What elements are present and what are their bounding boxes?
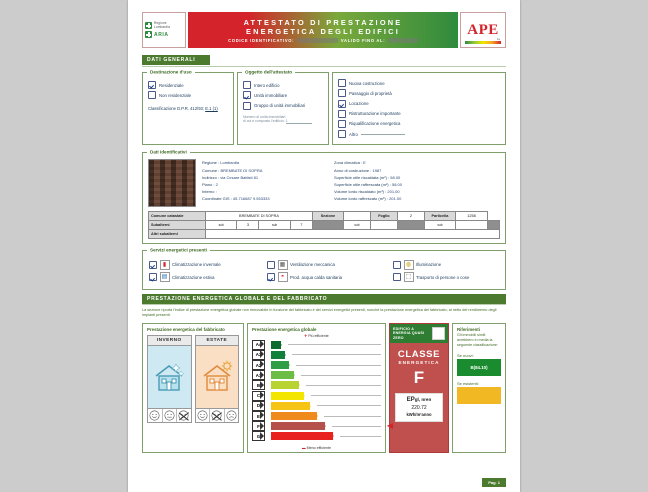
scale-gridline — [296, 365, 381, 366]
field-volume-riscaldato-value: 201.00 — [387, 189, 400, 195]
prestazione-title: PRESTAZIONE ENERGETICA GLOBALE E DEL FABBRICATO — [142, 294, 506, 304]
riferimenti-nuovi-label: Se nuovi: — [457, 353, 474, 358]
riferimenti-esistenti-label: Se esistenti: — [457, 381, 479, 386]
cell-sezione-value[interactable] — [343, 212, 370, 221]
riferimenti-esistenti-badge — [457, 387, 501, 404]
field-comune — [202, 167, 330, 174]
rating-face-1[interactable] — [148, 409, 163, 422]
lightbulb-icon: ◍ — [404, 260, 414, 270]
checkbox-riqualificazione-label: Riqualificazione energetica — [349, 121, 401, 127]
scale-gridline — [332, 426, 381, 427]
catasto-table — [148, 211, 500, 239]
classe-value: F — [413, 368, 425, 388]
lombardia-rose-icon — [145, 22, 152, 29]
cell-comune-catastale-value[interactable]: BREMBATE DI SOPRA — [206, 212, 313, 221]
scale-row-A1 — [252, 371, 381, 380]
oggetto-note1: Numero di unità immobiliari — [243, 114, 286, 119]
ep-unit: kWh/m²anno — [406, 412, 432, 418]
valid-label: VALIDO FINO AL: — [340, 37, 386, 43]
service-ventilazione-checkbox[interactable] — [267, 261, 275, 269]
riferimenti-nuovi-value: B(84.10) — [470, 365, 488, 370]
aria-logo-text: ARIA — [154, 31, 169, 38]
fabbricato-title: Prestazione energetica del fabbricato — [147, 327, 225, 332]
page-footer: Pag. 1 — [482, 478, 506, 487]
classificazione-value: E.1 (1) — [205, 106, 218, 112]
destinazione-title: Destinazione d'uso — [147, 70, 195, 75]
scale-bar-B — [271, 381, 299, 389]
riferimenti-nuovi-badge — [457, 359, 501, 376]
rating-face-2-selected[interactable] — [210, 409, 225, 422]
nzeb-label: EDIFICIO A ENERGIA QUASI ZERO — [393, 327, 425, 340]
season-estate — [195, 335, 240, 423]
field-anno-costruzione-label: Anno di costruzione : — [334, 167, 372, 173]
scale-row-F — [252, 421, 393, 431]
scale-gridline — [292, 354, 381, 355]
nzeb-checkbox[interactable] — [432, 327, 445, 340]
rating-face-3-selected[interactable] — [177, 409, 191, 422]
scale-gridline — [324, 416, 381, 417]
scale-bar-A3 — [271, 351, 285, 359]
season-inverno-illustration — [148, 346, 191, 408]
field-anno-costruzione — [334, 167, 500, 174]
field-piano-value: 2 — [215, 181, 218, 187]
servizi-column-3 — [393, 257, 499, 285]
field-superficie-raffrescata — [334, 181, 500, 188]
cell-sub-value-1[interactable]: 3 — [237, 221, 259, 230]
field-superficie-riscaldata-label: Superficie utile riscaldata (m²) : — [334, 174, 390, 180]
checkbox-ristrutturazione[interactable] — [338, 110, 500, 118]
service-trasporto-checkbox[interactable] — [393, 273, 401, 281]
scale-label-G: G — [252, 431, 265, 441]
checkbox-non-residenziale-box[interactable] — [148, 91, 156, 99]
cell-sub-blocked-1 — [312, 221, 343, 230]
scale-bar-A2 — [271, 361, 289, 369]
cell-sub-tag-2: sub — [259, 221, 290, 230]
dati-identificativi-box — [142, 149, 506, 244]
checkbox-ristrutturazione-box[interactable] — [338, 110, 346, 118]
cell-sub-blocked-2 — [397, 221, 424, 230]
code-value — [297, 38, 338, 43]
checkbox-residenziale-box[interactable] — [148, 81, 156, 89]
field-zona-climatica-value: E — [363, 160, 366, 166]
scale-row-A4 — [252, 340, 381, 349]
energy-class-scale — [248, 340, 393, 445]
cell-altri-subalterni-label: Altri subalterni — [149, 230, 206, 239]
scale-gridline — [311, 395, 381, 396]
document-page — [128, 0, 520, 492]
globale-title: Prestazione energetica globale — [252, 327, 317, 332]
scale-label-A3: A3 — [252, 350, 265, 360]
scale-gridline — [306, 385, 381, 386]
regione-lombardia-logo — [142, 12, 186, 48]
identificativi-left-column — [202, 159, 330, 207]
checkbox-intero-edificio[interactable] — [243, 81, 323, 89]
checkbox-gruppo-unita-label: Gruppo di unità immobiliari — [254, 103, 306, 109]
scale-bar-A1 — [271, 371, 294, 379]
checkbox-unita-immobiliare[interactable] — [243, 91, 323, 99]
service-invernale-checkbox[interactable] — [149, 261, 157, 269]
field-superficie-riscaldata — [334, 174, 500, 181]
ep-value: 220.72 — [411, 405, 427, 412]
hot-water-icon: ◓ — [278, 272, 288, 282]
cell-sub-value-2[interactable]: 7 — [290, 221, 312, 230]
dati-generali-columns — [142, 69, 506, 145]
scale-top-label-row — [248, 334, 385, 338]
valid-value — [388, 38, 418, 43]
field-coordinate-gis — [202, 195, 330, 202]
table-row — [149, 212, 500, 221]
service-acs-checkbox[interactable] — [267, 273, 275, 281]
field-indirizzo-label: Indirizzo : — [202, 174, 220, 180]
scale-label-B: B — [252, 380, 265, 390]
checkbox-passaggio-proprieta-box[interactable] — [338, 89, 346, 97]
checkbox-ristrutturazione-label: Ristrutturazione importante — [349, 111, 401, 117]
rating-face-2[interactable] — [163, 409, 178, 422]
scale-bar-F — [271, 422, 325, 430]
checkbox-nuova-costruzione-label: Nuova costruzione — [349, 80, 385, 86]
prestazione-globale-panel — [247, 323, 393, 453]
checkbox-locazione-label: Locazione — [349, 101, 369, 107]
servizi-column-1 — [149, 257, 267, 285]
certificate-title-line2: ENERGETICA DEGLI EDIFICI — [246, 26, 400, 36]
checkbox-locazione[interactable] — [338, 100, 500, 108]
field-volume-raffrescato-value: 201.00 — [389, 196, 402, 202]
prestazione-panels — [142, 323, 506, 453]
scale-bar-G — [271, 432, 333, 440]
scale-bar-C — [271, 392, 304, 400]
field-zona-climatica — [334, 159, 500, 166]
scale-row-C — [252, 391, 381, 400]
oggetto-note2-row — [243, 119, 323, 124]
service-climatizzazione-invernale[interactable] — [149, 260, 267, 270]
season-inverno-rating — [148, 408, 191, 422]
rating-selected-marker — [211, 410, 223, 421]
cell-foglio-label: Foglio — [370, 212, 397, 221]
service-ventilazione-meccanica[interactable] — [267, 260, 393, 270]
field-piano-label: Piano : — [202, 181, 215, 187]
classe-label-line1: CLASSE — [397, 349, 441, 361]
aria-leaf-icon — [145, 31, 152, 38]
checkbox-intero-edificio-label: Intero edificio — [254, 82, 280, 88]
certificate-title-line1: ATTESTATO DI PRESTAZIONE — [243, 17, 403, 27]
checkbox-riqualificazione[interactable] — [338, 120, 500, 128]
scale-row-A2 — [252, 360, 381, 369]
rating-selected-marker — [178, 410, 190, 421]
plus-icon: ✛ — [304, 334, 308, 338]
field-interno-label: Interno : — [202, 189, 217, 195]
checkbox-altro-label: Altro — [349, 131, 358, 137]
scale-gridline — [288, 344, 381, 345]
header-title-band — [188, 12, 458, 48]
ape-color-bar-icon — [465, 41, 501, 44]
prestazione-description: La sezione riporta l'indice di prestazione energetica globale non rinnovabile in funzione del fabbricato e dei servizi energetici presenti, nonché la prestazione energetica del fabbricato, al netto del rendimento degli impianti presenti. — [142, 307, 497, 318]
scale-label-F: F — [252, 421, 265, 431]
scale-label-A4: A4 — [252, 340, 265, 350]
code-label: CODICE IDENTIFICATIVO: — [228, 37, 295, 43]
season-inverno-label: INVERNO — [148, 336, 191, 346]
scale-bar-A4 — [271, 341, 281, 349]
checkbox-residenziale-label: Residenziale — [159, 82, 184, 88]
field-regione — [202, 159, 330, 166]
checkbox-non-residenziale[interactable] — [148, 91, 228, 99]
field-volume-riscaldato — [334, 188, 500, 195]
cell-sub-blocked-3 — [488, 221, 500, 230]
current-class-pointer-icon: ◀ — [386, 421, 393, 431]
elevator-icon: ⬚ — [404, 272, 414, 282]
certificate-sheet — [142, 12, 506, 485]
season-inverno — [147, 335, 192, 423]
field-indirizzo-value: via Cesare Battisti 81 — [220, 174, 259, 180]
ep-sublabel: gl, nren — [414, 397, 432, 403]
field-anno-costruzione-value: 1987 — [372, 167, 382, 173]
field-volume-riscaldato-label: Volume lordo riscaldato (m³) : — [334, 189, 387, 195]
field-zona-climatica-label: Zona climatica : — [334, 160, 363, 166]
certificate-header — [142, 12, 506, 48]
cell-altri-subalterni-value[interactable] — [206, 230, 500, 239]
checkbox-nuova-costruzione-box[interactable] — [338, 79, 346, 87]
scale-label-C: C — [252, 391, 265, 401]
season-estate-rating — [196, 408, 239, 422]
oggetto-note2-value: 1 — [286, 119, 312, 124]
cell-sub-value-4[interactable] — [455, 221, 487, 230]
field-comune-label: Comune : — [202, 167, 220, 173]
cell-subalterni-label: Subalterni — [149, 221, 206, 230]
field-volume-raffrescato — [334, 195, 500, 202]
scale-row-A3 — [252, 350, 381, 359]
table-row — [149, 230, 500, 239]
checkbox-nuova-costruzione[interactable] — [338, 79, 500, 87]
cell-particella-value[interactable]: 1258 — [455, 212, 487, 221]
checkbox-passaggio-proprieta-label: Passaggio di proprietà — [349, 90, 392, 96]
scale-top-label: Più efficiente — [308, 334, 329, 338]
ape-logo-text: APE — [467, 21, 499, 38]
oggetto-note2: di cui è composto l'edificio: — [243, 118, 285, 123]
radiator-icon: ▮ — [160, 260, 170, 270]
service-trasporto-persone[interactable] — [393, 272, 499, 282]
scale-bar-D — [271, 402, 310, 410]
ep-label-row — [396, 397, 442, 403]
scale-label-A1: A1 — [252, 370, 265, 380]
scale-gridline — [301, 375, 381, 376]
checkbox-altro[interactable] — [338, 130, 500, 138]
service-climatizzazione-estiva[interactable] — [149, 272, 267, 282]
checkbox-residenziale[interactable] — [148, 81, 228, 89]
table-row — [149, 221, 500, 230]
checkbox-altro-box[interactable] — [338, 130, 346, 138]
scale-gridline — [340, 436, 381, 437]
service-illuminazione[interactable] — [393, 260, 499, 270]
dati-generali-title: DATI GENERALI — [142, 55, 210, 65]
scale-gridline — [317, 405, 381, 406]
cell-particella-label: Particella — [424, 212, 455, 221]
cell-sub-value-3[interactable] — [370, 221, 397, 230]
classificazione-label: Classificazione D.P.R. 412/93: — [148, 106, 205, 112]
field-indirizzo — [202, 174, 330, 181]
checkbox-non-residenziale-label: Non residenziale — [159, 92, 192, 98]
field-superficie-riscaldata-value: 58.00 — [390, 174, 401, 180]
scale-bottom-label: Meno efficiente — [306, 445, 331, 450]
cell-sub-tag-4: sub — [424, 221, 455, 230]
field-piano — [202, 181, 330, 188]
scale-label-A2: A2 — [252, 360, 265, 370]
prestazione-bar — [142, 294, 506, 305]
field-interno — [202, 188, 330, 195]
checkbox-locazione-box[interactable] — [338, 100, 346, 108]
motivo-attestato-box — [332, 72, 506, 145]
field-superficie-raffrescata-label: Superficie utile raffrescata (m²) : — [334, 181, 391, 187]
rating-face-1[interactable] — [196, 409, 211, 422]
air-conditioner-icon: ▤ — [160, 272, 170, 282]
season-estate-illustration — [196, 346, 239, 408]
riferimenti-title: Riferimenti — [457, 327, 480, 332]
field-coordinate-value: 45.716687 9.553333 — [232, 196, 270, 202]
service-invernale-label: Climatizzazione invernale — [172, 262, 221, 268]
ep-global-box — [395, 393, 443, 422]
checkbox-unita-immobiliare-box[interactable] — [243, 91, 251, 99]
service-trasporto-label: Trasporto di persone o cose — [416, 274, 470, 280]
riferimenti-description: Gli immobili simili avrebbero in media la seguente classificazione: — [457, 333, 498, 347]
servizi-column-2 — [267, 257, 393, 285]
nzeb-row — [390, 324, 448, 343]
rating-face-3[interactable] — [225, 409, 239, 422]
service-illuminazione-label: Illuminazione — [416, 262, 442, 268]
service-estiva-label: Climatizzazione estiva — [172, 274, 215, 280]
checkbox-riqualificazione-box[interactable] — [338, 120, 346, 128]
classificazione-dpr-row — [148, 106, 228, 111]
service-ventilazione-label: Ventilazione meccanica — [290, 262, 335, 268]
scale-label-D: D — [252, 401, 265, 411]
identificativi-title: Dati identificativi — [147, 150, 190, 155]
oggetto-title: Oggetto dell'attestato — [242, 70, 295, 75]
servizi-title: Servizi energetici presenti — [147, 248, 210, 253]
service-acqua-calda-sanitaria[interactable] — [267, 272, 393, 282]
scale-row-G — [252, 432, 381, 441]
classe-energetica-panel — [386, 323, 449, 453]
service-illuminazione-checkbox[interactable] — [393, 261, 401, 269]
building-photo — [148, 159, 196, 207]
cell-sub-tag-1: sub — [206, 221, 237, 230]
service-acs-label: Prod. acqua calda sanitaria — [290, 274, 343, 280]
scale-bottom-label-row — [248, 446, 385, 450]
minus-icon: ▬ — [302, 445, 306, 450]
season-estate-label: ESTATE — [196, 336, 239, 346]
ep-label: EP — [406, 397, 415, 404]
cell-sezione-label: Sezione — [312, 212, 343, 221]
scale-row-B — [252, 381, 381, 390]
scale-bar-E — [271, 412, 317, 420]
servizi-energetici-box — [142, 247, 506, 290]
checkbox-gruppo-unita[interactable] — [243, 102, 323, 110]
riferimenti-panel — [452, 323, 506, 453]
certificate-code-row — [228, 38, 418, 43]
scale-label-E: E — [252, 411, 265, 421]
destinazione-duso-box — [142, 69, 234, 145]
house-winter-icon — [152, 360, 186, 394]
ape-logo-subtext: ita — [496, 37, 500, 41]
classe-label-line2: ENERGETICA — [398, 360, 440, 366]
scale-row-D — [252, 401, 381, 410]
checkbox-gruppo-unita-box[interactable] — [243, 102, 251, 110]
identificativi-right-column — [334, 159, 500, 207]
prestazione-fabbricato-panel — [142, 323, 244, 453]
fan-icon: ▦ — [278, 260, 288, 270]
service-estiva-checkbox[interactable] — [149, 273, 157, 281]
oggetto-attestato-box — [237, 69, 329, 145]
field-superficie-raffrescata-value: 58.00 — [391, 181, 402, 187]
ape-logo — [460, 12, 506, 48]
field-volume-raffrescato-label: Volume lordo raffrescato (m³) : — [334, 196, 388, 202]
field-regione-value: Lombardia — [220, 160, 240, 166]
checkbox-passaggio-proprieta[interactable] — [338, 89, 500, 97]
cell-sub-tag-3: sub — [343, 221, 370, 230]
checkbox-unita-immobiliare-label: Unità immobiliare — [254, 92, 288, 98]
scale-row-E — [252, 411, 381, 420]
field-comune-value: BREMBATE DI SOPRA — [220, 167, 263, 173]
logo-line2: Lombardia — [154, 24, 170, 29]
cell-foglio-value[interactable]: 2 — [397, 212, 424, 221]
cell-comune-catastale-label: Comune catastale — [149, 212, 206, 221]
dati-generali-bar — [142, 48, 506, 67]
logo-line1: Regione — [154, 20, 167, 25]
field-coordinate-label: Coordinate GIS : — [202, 196, 232, 202]
house-summer-icon — [200, 360, 234, 394]
checkbox-intero-edificio-box[interactable] — [243, 81, 251, 89]
field-regione-label: Regione : — [202, 160, 220, 166]
altro-input[interactable] — [361, 134, 405, 135]
